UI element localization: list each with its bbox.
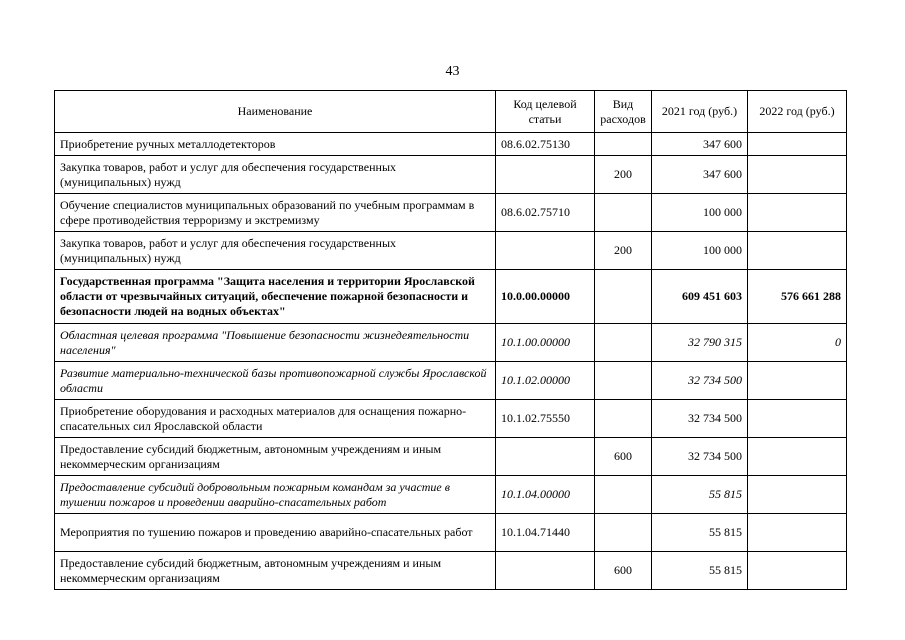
table-row [55,400,847,438]
row-2022 [748,156,847,194]
row-type: 600 [595,552,652,590]
table-row [55,133,847,156]
row-2021: 32 734 500 [652,438,748,476]
row-code [496,552,595,590]
row-2021: 55 815 [652,552,748,590]
row-type [595,514,652,552]
header-2021: 2021 год (руб.) [652,91,748,133]
header-type: Вид расходов [595,91,652,133]
header-name: Наименование [55,91,496,133]
row-name: Приобретение ручных металлодетекторов [55,133,496,156]
row-name: Государственная программа "Защита населения и территории Ярославской области от чрезвычайных ситуаций, обеспечение пожарной безопасности и безопасности людей на водных объектах" [55,270,496,324]
table-row-subprogram [55,324,847,362]
row-2022 [748,133,847,156]
row-code: 10.1.02.00000 [496,362,595,400]
row-name: Предоставление субсидий бюджетным, автономным учреждениям и иным некоммерческим организациям [55,438,496,476]
table-row-program [55,270,847,324]
table-row [55,514,847,552]
row-name: Закупка товаров, работ и услуг для обеспечения государственных (муниципальных) нужд [55,232,496,270]
table-row [55,232,847,270]
row-2022 [748,476,847,514]
row-2021: 32 790 315 [652,324,748,362]
row-2022 [748,194,847,232]
row-type [595,400,652,438]
row-type [595,362,652,400]
table-row [55,552,847,590]
row-type [595,133,652,156]
table-row-subprogram [55,362,847,400]
row-code [496,232,595,270]
row-2021: 55 815 [652,476,748,514]
row-name: Развитие материально-технической базы противопожарной службы Ярославской области [55,362,496,400]
row-name: Закупка товаров, работ и услуг для обеспечения государственных (муниципальных) нужд [55,156,496,194]
row-code: 10.1.04.00000 [496,476,595,514]
row-2021: 347 600 [652,156,748,194]
row-2022 [748,362,847,400]
row-2022 [748,400,847,438]
row-2021: 347 600 [652,133,748,156]
row-name: Мероприятия по тушению пожаров и проведению аварийно-спасательных работ [55,514,496,552]
row-type [595,476,652,514]
row-2022: 0 [748,324,847,362]
row-code [496,438,595,476]
page-number: 43 [445,64,460,79]
row-type: 200 [595,232,652,270]
budget-table [54,90,847,590]
row-code: 10.0.00.00000 [496,270,595,324]
row-name: Предоставление субсидий бюджетным, автономным учреждениям и иным некоммерческим организациям [55,552,496,590]
table-header-row [55,91,847,133]
row-code: 10.1.04.71440 [496,514,595,552]
table-row [55,194,847,232]
header-code: Код целевой статьи [496,91,595,133]
row-2022 [748,552,847,590]
row-type [595,324,652,362]
row-type: 600 [595,438,652,476]
row-2021: 32 734 500 [652,362,748,400]
table-row [55,156,847,194]
row-name: Обучение специалистов муниципальных образований по учебным программам в сфере противодействия терроризму и экстремизму [55,194,496,232]
row-2022 [748,438,847,476]
row-type [595,194,652,232]
row-2021: 609 451 603 [652,270,748,324]
table-row-subprogram [55,476,847,514]
row-name: Предоставление субсидий добровольным пожарным командам за участие в тушении пожаров и проведении аварийно-спасательных работ [55,476,496,514]
row-code: 10.1.00.00000 [496,324,595,362]
row-code: 10.1.02.75550 [496,400,595,438]
row-2021: 55 815 [652,514,748,552]
row-2022 [748,514,847,552]
row-2021: 100 000 [652,232,748,270]
row-name: Приобретение оборудования и расходных материалов для оснащения пожарно-спасательных сил Ярославской области [55,400,496,438]
row-code [496,156,595,194]
header-2022: 2022 год (руб.) [748,91,847,133]
row-2022: 576 661 288 [748,270,847,324]
row-2021: 32 734 500 [652,400,748,438]
row-name: Областная целевая программа "Повышение безопасности жизнедеятельности населения" [55,324,496,362]
row-type [595,270,652,324]
row-code: 08.6.02.75130 [496,133,595,156]
row-2021: 100 000 [652,194,748,232]
table-row [55,438,847,476]
row-code: 08.6.02.75710 [496,194,595,232]
row-2022 [748,232,847,270]
row-type: 200 [595,156,652,194]
